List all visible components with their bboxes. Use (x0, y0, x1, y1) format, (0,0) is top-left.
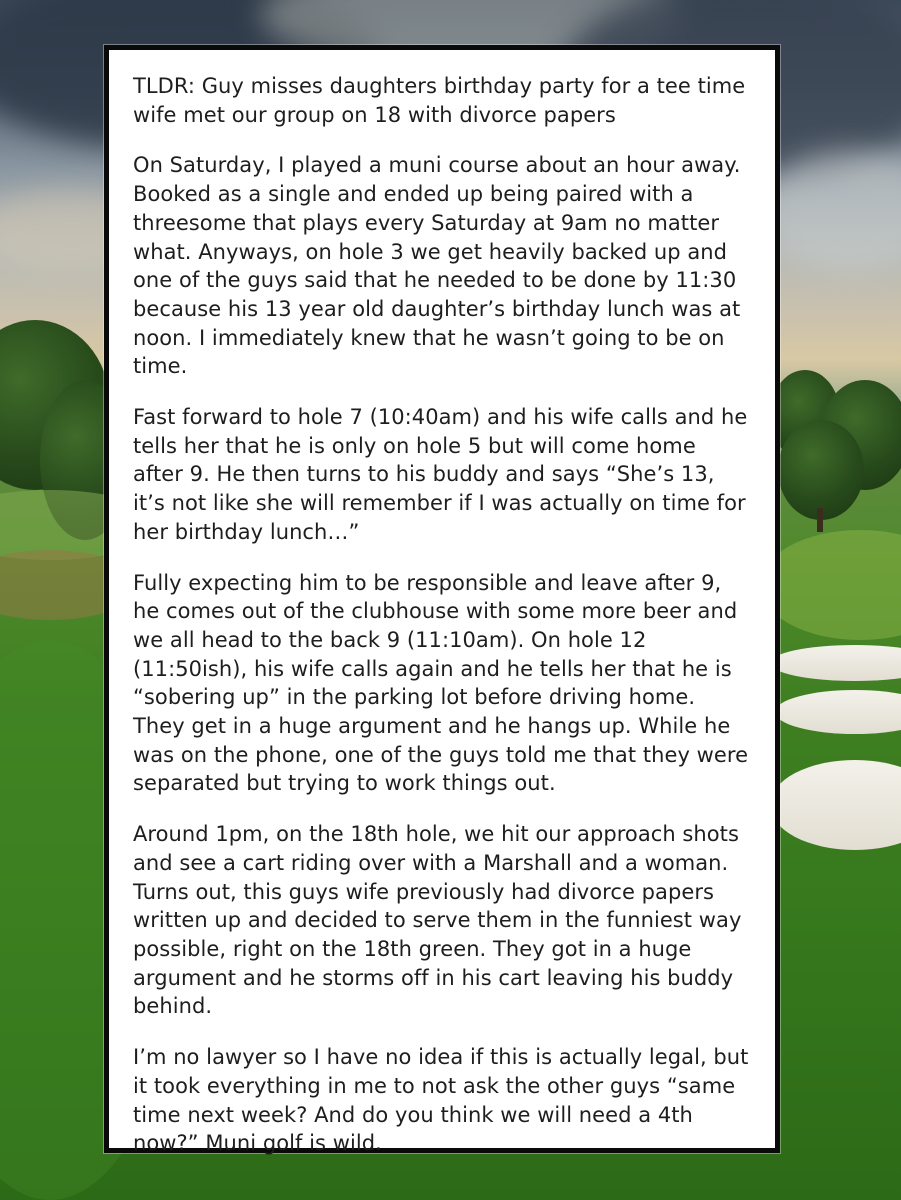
sand-bunker (770, 760, 901, 850)
story-paragraph: I’m no lawyer so I have no idea if this is actually legal, but it took everything in me to not ask the other guys “same time next week? And do you think we will need a 4th now?” Muni golf is wild. (133, 1045, 749, 1156)
story-paragraph: Fast forward to hole 7 (10:40am) and his wife calls and he tells her that he is only on hole 5 but will come home after 9. He then turns to his buddy and says “She’s 13, it’s not like she will remember if I was actually on time for her birthday lunch…” (133, 405, 748, 544)
story-paragraph: Around 1pm, on the 18th hole, we hit our approach shots and see a cart riding over with a Marshall and a woman. Turns out, this guys wife previously had divorce papers written up and decided to serve them in the funniest way possible, right on the 18th green. They got in a huge argument and he storms off in his cart leaving his buddy behind. (133, 822, 742, 1019)
story-paragraph: On Saturday, I played a muni course about an hour away. Booked as a single and ended up being paired with a threesome that plays every Saturday at 9am no matter what. Anyways, on hole 3 we get heavily backed up and one of the guys said that he needed to be done by 11:30 because his 13 year old daughter’s birthday lunch was at noon. I immediately knew that he wasn’t going to be on time. (133, 153, 741, 379)
fairway (760, 530, 901, 640)
sand-bunker (770, 645, 901, 681)
post-card (104, 45, 780, 1156)
tldr-paragraph: TLDR: Guy misses daughters birthday party for a tee time wife met our group on 18 with divorce papers (133, 74, 746, 127)
sand-bunker (775, 690, 901, 734)
tree (778, 420, 864, 520)
story-paragraph: Fully expecting him to be responsible and leave after 9, he comes out of the clubhouse with some more beer and we all head to the back 9 (11:10am). On hole 12 (11:50ish), his wife calls again and he tells her that he is “sobering up” in the parking lot before driving home. They get in a huge argument and he hangs up. While he was on the phone, one of the guys told me that they were separated but trying to work things out. (133, 570, 749, 796)
tree-trunk (817, 508, 823, 532)
